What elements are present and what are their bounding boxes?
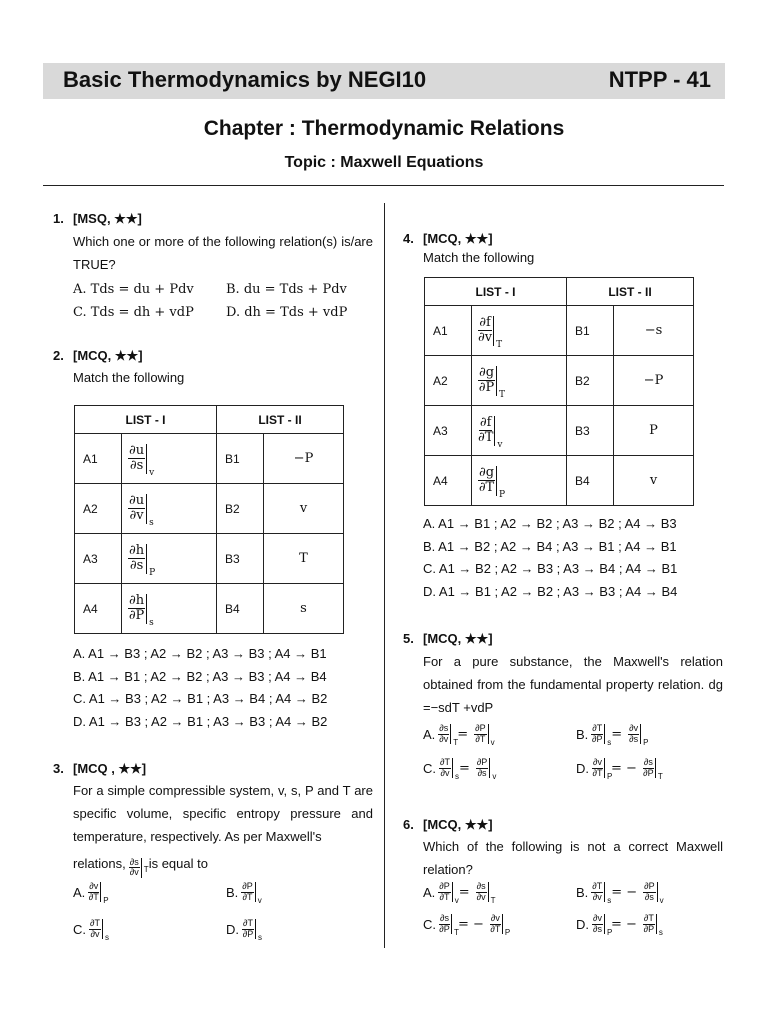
option-c	[73, 918, 109, 942]
partial-derivative	[128, 493, 154, 528]
option-label: B.	[576, 726, 589, 742]
partial-derivative	[129, 857, 149, 878]
partial-derivative	[242, 918, 262, 942]
equals-sign: = −	[610, 916, 637, 932]
list-1-expression	[122, 534, 217, 584]
evaluation-bar	[493, 316, 503, 350]
fraction	[643, 758, 654, 778]
question-number: 6.	[403, 817, 414, 832]
question-number: 2.	[53, 348, 64, 363]
question-2-header	[53, 344, 143, 367]
numerator: ∂h	[129, 593, 145, 609]
denominator: ∂P	[643, 767, 654, 778]
evaluation-bar	[146, 544, 156, 578]
answer-option: A. A1 → B3 ; A2 → B2 ; A3 → B3 ; A4 → B1	[73, 646, 327, 661]
denominator: ∂v	[440, 767, 450, 778]
option-c	[423, 913, 511, 937]
denominator: ∂T	[478, 480, 495, 496]
relation-line	[73, 850, 208, 878]
numerator: ∂v	[593, 757, 602, 768]
answer-option: D. A1 → B1 ; A2 → B2 ; A3 → B3 ; A4 → B4	[423, 583, 678, 599]
partial-derivative	[89, 918, 109, 942]
fraction	[439, 914, 450, 934]
answer-option: C. A1 → B2 ; A2 → B3 ; A3 → B4 ; A4 → B1	[423, 561, 678, 576]
fraction	[478, 466, 495, 494]
list-2-header: LIST - II	[567, 278, 694, 306]
header-code: NTPP - 41	[608, 67, 711, 92]
option-b	[226, 881, 262, 905]
list-1-header: LIST - I	[75, 406, 217, 434]
partial-derivative	[478, 465, 506, 500]
table-row	[75, 584, 344, 634]
equals-sign: = −	[611, 884, 638, 900]
evaluation-bar	[146, 594, 154, 628]
denominator: ∂P	[439, 923, 450, 934]
option-label: C.	[73, 921, 86, 937]
numerator: ∂u	[129, 493, 145, 509]
evaluation-bar	[146, 444, 155, 478]
option-a	[423, 723, 495, 747]
denominator: ∂s	[129, 458, 144, 474]
evaluation-bar	[452, 882, 459, 905]
list-1-expression	[472, 406, 567, 456]
list-1-expression	[122, 434, 217, 484]
list-2-value: −s	[614, 306, 694, 356]
list-1-label: A4	[425, 456, 472, 506]
denominator: ∂T	[242, 891, 253, 902]
evaluation-bar	[496, 366, 506, 400]
evaluation-bar	[494, 416, 503, 450]
option-label: B.	[576, 884, 589, 900]
numerator: ∂s	[129, 857, 139, 867]
fraction	[591, 882, 603, 902]
table-row	[425, 406, 694, 456]
list-1-expression	[122, 484, 217, 534]
list-1-expression	[472, 456, 567, 506]
held-constant: P	[504, 928, 511, 937]
list-2-value: v	[614, 456, 694, 506]
option-label: D.	[226, 921, 239, 937]
held-constant: s	[149, 617, 154, 628]
fraction	[474, 724, 486, 744]
denominator: ∂s	[644, 891, 654, 902]
held-constant: v	[497, 439, 503, 450]
evaluation-bar	[604, 882, 612, 905]
denominator: ∂T	[592, 767, 603, 778]
table-row	[425, 356, 694, 406]
fraction	[88, 882, 99, 902]
question-1-header	[53, 207, 142, 230]
fraction	[592, 914, 603, 934]
partial-derivative	[592, 913, 613, 937]
option-label: A.	[423, 884, 436, 900]
option-d	[576, 757, 663, 781]
option-d	[576, 913, 663, 937]
evaluation-bar	[657, 882, 664, 905]
answer-option: B. A1 → B1 ; A2 → B2 ; A3 → B3 ; A4 → B4	[73, 668, 327, 684]
list-1-expression	[122, 584, 217, 634]
option-label: B.	[226, 884, 239, 900]
evaluation-bar	[488, 724, 495, 747]
numerator: ∂h	[129, 543, 145, 559]
question-type: [MCQ , ★★]	[73, 761, 147, 776]
held-constant: s	[149, 517, 154, 528]
partial-derivative	[128, 443, 155, 478]
equals-sign: =	[611, 726, 623, 742]
list-1-expression	[472, 356, 567, 406]
list-1-label: A1	[425, 306, 472, 356]
fraction	[591, 724, 603, 744]
denominator: ∂v	[90, 928, 100, 939]
denominator: ∂P	[242, 928, 254, 939]
question-type: [MCQ, ★★]	[423, 631, 493, 646]
list-1-label: A2	[425, 356, 472, 406]
evaluation-bar	[102, 919, 109, 942]
question-type: [MCQ, ★★]	[423, 231, 493, 246]
denominator: ∂T	[475, 733, 486, 744]
option-label: C.	[423, 760, 436, 776]
evaluation-bar	[502, 914, 511, 937]
numerator: ∂T	[643, 913, 654, 924]
held-constant: T	[143, 864, 149, 874]
fraction	[128, 594, 145, 622]
evaluation-bar	[604, 914, 613, 937]
partial-derivative	[643, 913, 663, 937]
numerator: ∂T	[90, 918, 100, 929]
partial-derivative	[128, 543, 156, 578]
numerator: ∂T	[592, 723, 603, 734]
evaluation-bar	[604, 724, 612, 747]
option-label: C.	[423, 916, 436, 932]
list-1-label: A4	[75, 584, 122, 634]
denominator: ∂T	[490, 923, 501, 934]
numerator: ∂T	[243, 918, 253, 929]
partial-derivative	[591, 723, 612, 747]
list-1-label: A3	[75, 534, 122, 584]
denominator: ∂v	[129, 508, 144, 524]
partial-derivative	[628, 723, 649, 747]
question-number: 1.	[53, 211, 64, 226]
list-2-label: B3	[217, 534, 264, 584]
held-constant: T	[496, 339, 503, 350]
denominator: ∂v	[129, 867, 139, 878]
partial-derivative	[643, 881, 664, 905]
question-type: [MSQ, ★★]	[73, 211, 142, 226]
equals-sign: =	[458, 760, 470, 776]
partial-derivative	[592, 757, 613, 781]
held-constant: P	[149, 567, 156, 578]
option-d: D. dh = Tds + vdP	[226, 305, 348, 320]
table-row	[75, 534, 344, 584]
fraction	[476, 882, 487, 902]
denominator: ∂P	[592, 733, 603, 744]
evaluation-bar	[141, 858, 149, 878]
denominator: ∂v	[476, 891, 486, 902]
answer-option: A. A1 → B1 ; A2 → B2 ; A3 → B2 ; A4 → B3	[423, 516, 677, 531]
fraction	[643, 882, 655, 902]
list-2-value: v	[264, 484, 344, 534]
evaluation-bar	[255, 882, 262, 905]
numerator: ∂f	[479, 415, 492, 431]
evaluation-bar	[496, 466, 506, 500]
held-constant: T	[453, 738, 459, 747]
numerator: ∂u	[129, 443, 145, 459]
answer-option: C. A1 → B3 ; A2 → B1 ; A3 → B4 ; A4 → B2	[73, 691, 328, 706]
fraction	[478, 316, 492, 344]
equals-sign: =	[458, 884, 470, 900]
equals-sign: = −	[610, 760, 637, 776]
numerator: ∂P	[475, 723, 486, 734]
denominator: ∂T	[478, 430, 494, 446]
fraction	[476, 758, 488, 778]
fraction	[628, 724, 639, 744]
fraction	[438, 724, 449, 744]
option-a: A. Tds = du + Pdv	[73, 282, 194, 297]
numerator: ∂T	[440, 757, 450, 768]
evaluation-bar	[255, 919, 262, 942]
list-1-expression	[472, 306, 567, 356]
evaluation-bar	[656, 914, 663, 937]
held-constant: v	[257, 896, 262, 905]
list-2-value: −P	[264, 434, 344, 484]
relation-prefix: relations,	[73, 856, 126, 872]
partial-derivative	[478, 365, 506, 400]
numerator: ∂v	[490, 913, 500, 924]
partial-derivative	[478, 315, 503, 350]
fraction	[129, 858, 140, 878]
option-b	[576, 723, 649, 747]
list-2-label: B1	[217, 434, 264, 484]
evaluation-bar	[451, 914, 459, 937]
question-3-header	[53, 757, 146, 780]
numerator: ∂T	[592, 881, 603, 892]
numerator: ∂s	[476, 881, 486, 892]
held-constant: s	[257, 933, 262, 942]
question-5-header	[403, 627, 493, 650]
fraction	[128, 544, 145, 572]
option-c: C. Tds = dh + vdP	[73, 305, 194, 320]
partial-derivative	[438, 723, 459, 747]
held-constant: P	[606, 772, 613, 781]
list-2-value: −P	[614, 356, 694, 406]
question-type: [MCQ, ★★]	[423, 817, 493, 832]
held-constant: s	[658, 928, 663, 937]
match-table-q2	[74, 405, 344, 634]
denominator: ∂v	[478, 330, 493, 346]
held-constant: v	[492, 772, 497, 781]
numerator: ∂P	[476, 757, 488, 768]
partial-derivative	[476, 757, 497, 781]
numerator: ∂v	[593, 913, 602, 924]
numerator: ∂P	[439, 881, 450, 892]
numerator: ∂s	[439, 723, 449, 734]
numerator: ∂v	[89, 881, 99, 892]
table-row	[425, 456, 694, 506]
held-constant: P	[606, 928, 613, 937]
numerator: ∂g	[479, 465, 495, 481]
partial-derivative	[476, 881, 496, 905]
option-label: D.	[576, 760, 589, 776]
numerator: ∂v	[629, 723, 639, 734]
partial-derivative	[128, 593, 154, 628]
option-d	[226, 918, 262, 942]
table-row	[425, 306, 694, 356]
option-label: D.	[576, 916, 589, 932]
evaluation-bar	[489, 758, 497, 781]
partial-derivative	[88, 881, 109, 905]
column-divider	[384, 203, 385, 948]
table-row	[75, 434, 344, 484]
topic-title: Topic : Maxwell Equations	[284, 154, 484, 171]
denominator: ∂P	[128, 608, 145, 624]
held-constant: P	[499, 489, 506, 500]
question-number: 5.	[403, 631, 414, 646]
fraction	[439, 758, 451, 778]
option-b	[576, 881, 664, 905]
option-a	[423, 881, 496, 905]
evaluation-bar	[450, 724, 459, 747]
evaluation-bar	[655, 758, 663, 781]
partial-derivative	[439, 913, 459, 937]
held-constant: T	[499, 389, 506, 400]
list-1-header: LIST - I	[425, 278, 567, 306]
list-1-label: A1	[75, 434, 122, 484]
header-title: Basic Thermodynamics by NEGI10	[63, 67, 427, 92]
list-2-value: T	[264, 534, 344, 584]
fraction	[490, 914, 501, 934]
equals-sign: =	[457, 726, 469, 742]
fraction	[438, 882, 450, 902]
held-constant: T	[490, 896, 496, 905]
table-row	[75, 484, 344, 534]
partial-derivative	[474, 723, 495, 747]
relation-expression	[129, 850, 149, 878]
numerator: ∂P	[644, 881, 655, 892]
partial-derivative	[591, 881, 612, 905]
held-constant: s	[454, 772, 459, 781]
option-label: A.	[73, 884, 86, 900]
partial-derivative	[438, 881, 459, 905]
numerator: ∂f	[479, 315, 491, 331]
denominator: ∂T	[439, 891, 450, 902]
denominator: ∂s	[477, 767, 487, 778]
question-text: Match the following	[423, 250, 535, 265]
numerator: ∂s	[643, 757, 653, 768]
denominator: ∂v	[439, 733, 449, 744]
fraction	[242, 919, 254, 939]
evaluation-bar	[640, 724, 649, 747]
top-divider	[43, 185, 724, 186]
denominator: ∂s	[129, 558, 144, 574]
evaluation-bar	[488, 882, 496, 905]
fraction	[128, 444, 145, 472]
fraction	[128, 494, 145, 522]
list-2-header: LIST - II	[217, 406, 344, 434]
equals-sign: = −	[457, 916, 484, 932]
question-6-header	[403, 813, 493, 836]
fraction	[643, 914, 655, 934]
held-constant: v	[454, 896, 459, 905]
held-constant: v	[149, 467, 155, 478]
numerator: ∂P	[242, 881, 253, 892]
answer-option: B. A1 → B2 ; A2 → B4 ; A3 → B1 ; A4 → B1	[423, 538, 677, 554]
held-constant: T	[657, 772, 663, 781]
evaluation-bar	[452, 758, 459, 781]
partial-derivative	[241, 881, 262, 905]
list-2-label: B2	[217, 484, 264, 534]
chapter-title: Chapter : Thermodynamic Relations	[203, 117, 565, 140]
header-bar	[43, 63, 725, 99]
question-text: Which one or more of the following relation(s) is/are TRUE?	[73, 234, 373, 272]
partial-derivative	[439, 757, 459, 781]
fraction	[478, 416, 493, 444]
numerator: ∂s	[440, 913, 449, 924]
list-2-label: B3	[567, 406, 614, 456]
partial-derivative	[478, 415, 503, 450]
numerator: ∂g	[479, 365, 495, 381]
held-constant: v	[490, 738, 495, 747]
evaluation-bar	[604, 758, 613, 781]
denominator: ∂P	[643, 923, 655, 934]
held-constant: s	[607, 738, 612, 747]
denominator: ∂s	[629, 733, 639, 744]
option-a	[73, 881, 109, 905]
held-constant: P	[103, 896, 109, 905]
list-1-label: A2	[75, 484, 122, 534]
list-2-value: P	[614, 406, 694, 456]
partial-derivative	[490, 913, 511, 937]
held-constant: s	[607, 896, 612, 905]
list-2-label: B2	[567, 356, 614, 406]
fraction	[89, 919, 101, 939]
evaluation-bar	[100, 882, 109, 905]
relation-suffix: is equal to	[148, 856, 208, 872]
held-constant: v	[659, 896, 664, 905]
held-constant: P	[643, 738, 649, 747]
option-label: A.	[423, 726, 436, 742]
list-1-label: A3	[425, 406, 472, 456]
option-b: B. du = Tds + Pdv	[226, 282, 347, 297]
question-number: 3.	[53, 761, 64, 776]
option-c	[423, 757, 497, 781]
question-text: Match the following	[73, 370, 185, 385]
question-text: For a pure substance, the Maxwell's relation obtained from the fundamental property relation. dg =−sdT +vdP	[423, 654, 723, 715]
list-2-label: B4	[217, 584, 264, 634]
denominator: ∂v	[592, 891, 602, 902]
question-number: 4.	[403, 231, 414, 246]
held-constant: T	[453, 928, 459, 937]
fraction	[592, 758, 603, 778]
held-constant: s	[104, 933, 109, 942]
evaluation-bar	[146, 494, 154, 528]
list-2-value: s	[264, 584, 344, 634]
partial-derivative	[643, 757, 663, 781]
list-2-label: B4	[567, 456, 614, 506]
fraction	[478, 366, 495, 394]
fraction	[241, 882, 253, 902]
denominator: ∂T	[88, 891, 99, 902]
question-text: For a simple compressible system, v, s, P and T are specific volume, specific entropy pressure and temperature, respectively. As per Maxwell's	[73, 783, 373, 844]
denominator: ∂P	[478, 380, 495, 396]
question-type: [MCQ, ★★]	[73, 348, 143, 363]
answer-option: D. A1 → B3 ; A2 → B1 ; A3 → B3 ; A4 → B2	[73, 713, 328, 729]
list-2-label: B1	[567, 306, 614, 356]
match-table-q4	[424, 277, 694, 506]
question-text: Which of the following is not a correct Maxwell relation?	[423, 839, 723, 877]
denominator: ∂s	[593, 923, 602, 934]
